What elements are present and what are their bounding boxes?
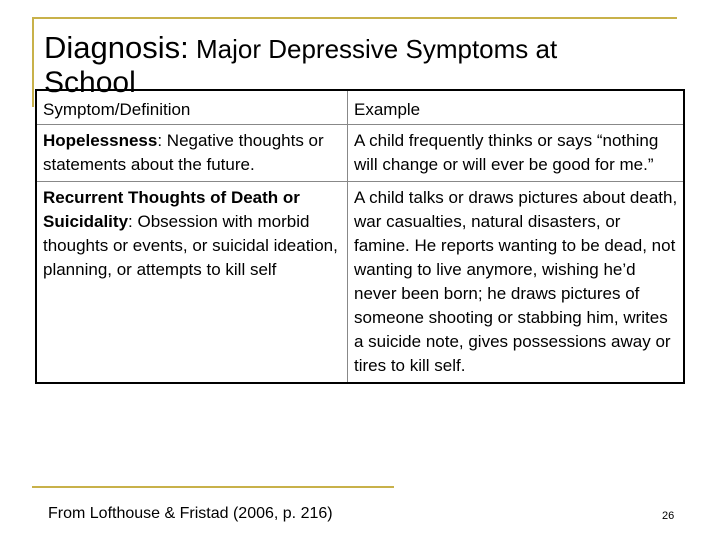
symptom-definition: : Obsession with morbid thoughts or events, or suicidal ideation, planning, or attempts to kill self: [43, 212, 338, 279]
header-example: Example: [348, 90, 685, 125]
symptom-definition: : Negative thoughts or statements about the future.: [43, 131, 324, 174]
title-part1: Diagnosis:: [44, 30, 189, 65]
symptom-table: [35, 89, 685, 384]
slide-title: [44, 30, 694, 67]
symptom-term: Recurrent Thoughts of Death or Suicidality: [43, 188, 300, 231]
page-number: 26: [662, 510, 675, 522]
citation: From Lofthouse & Fristad (2006, p. 216): [48, 505, 333, 522]
header-symptom: Symptom/Definition: [36, 90, 348, 125]
title-part2: Major Depressive Symptoms at: [188, 34, 558, 64]
table-row: [36, 182, 684, 384]
table-header-row: [36, 90, 684, 125]
symptom-term: Hopelessness: [43, 131, 158, 150]
frame-left-rule: [32, 17, 34, 107]
example-cell: A child talks or draws pictures about death, war casualties, natural disasters, or famine. He reports wanting to be dead, not wanting to live anymore, wishing he’d never been born; he draws pictures of someone shooting or stabbing him, writes a suicide note, gives possessions away or tires to kill self.: [348, 182, 685, 384]
symptom-cell: [36, 182, 348, 384]
frame-bottom-rule: [32, 486, 394, 488]
frame-top-rule: [32, 17, 677, 19]
table-row: [36, 125, 684, 182]
example-cell: A child frequently thinks or says “nothing will change or will ever be good for me.”: [348, 125, 685, 182]
title-line2: School: [44, 66, 136, 99]
symptom-cell: [36, 125, 348, 182]
